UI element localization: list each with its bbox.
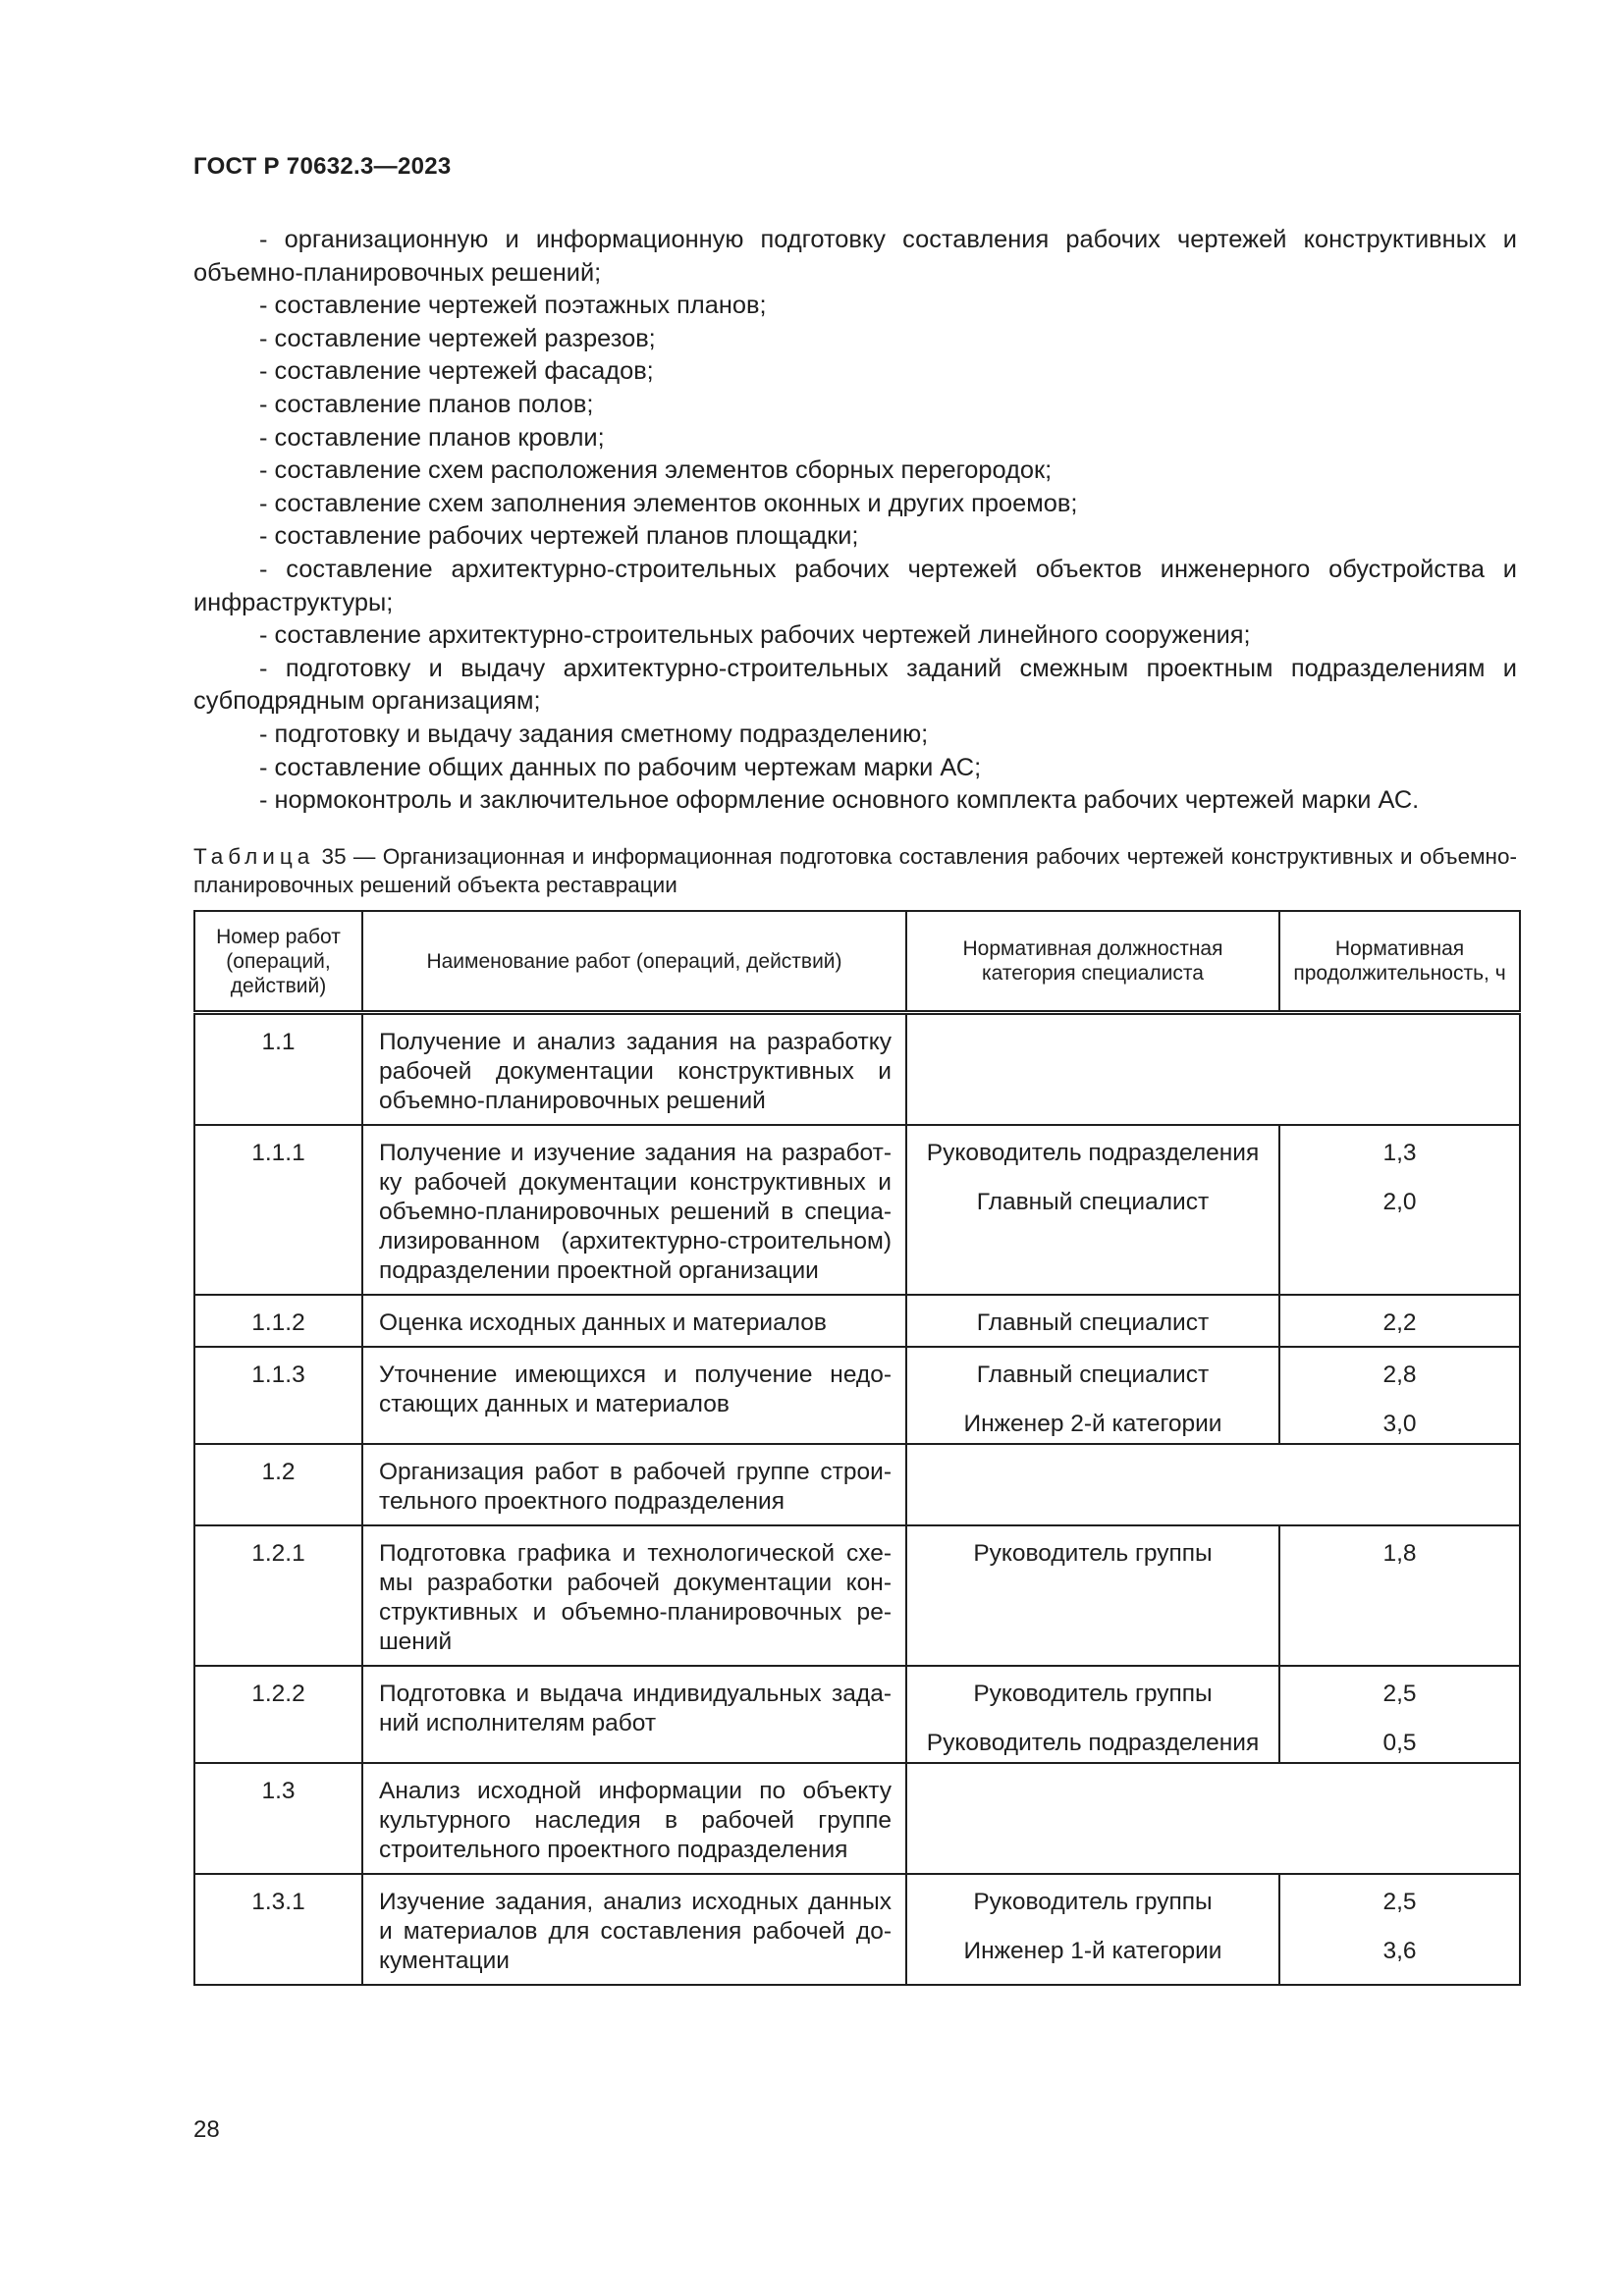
category-value: Руководитель подразделения (926, 1730, 1260, 1756)
row-num: 1.2.1 (194, 1525, 362, 1666)
row-category (906, 1666, 1279, 1763)
table-caption-text: 35 — Организационная и информационная подготовка составления рабочих чертежей конструктивных и объемно-планировочных решений объекта реставрации (193, 844, 1517, 897)
category-value: Главный специалист (976, 1362, 1210, 1388)
row-category (906, 1525, 1279, 1666)
row-duration (1279, 1125, 1520, 1295)
list-item: - составление чертежей фасадов; (259, 357, 654, 386)
duration-value: 2,5 (1382, 1681, 1417, 1707)
duration-value: 2,5 (1382, 1889, 1417, 1915)
body-text (193, 224, 1517, 818)
table-row (194, 1444, 1520, 1525)
row-num: 1.2.2 (194, 1666, 362, 1763)
list-item: - составление рабочих чертежей планов площадки; (259, 522, 859, 551)
category-value: Руководитель подразделения (926, 1140, 1260, 1166)
row-num: 1.1.3 (194, 1347, 362, 1444)
row-name: Анализ исходной информации по объекту культурного наследия в рабочей группе строительного проектного подразделения (362, 1763, 906, 1874)
table-row (194, 1295, 1520, 1347)
row-name: Получение и изучение задания на разработку рабочей документации конструктивных и объемно-планировочных решений в специализированном (архитектурно-строительном) подразделении проектной организации (362, 1125, 906, 1295)
duration-value: 3,0 (1382, 1411, 1417, 1437)
table-row (194, 1874, 1520, 1985)
category-value: Руководитель группы (973, 1681, 1213, 1707)
duration-value: 1,8 (1382, 1540, 1417, 1567)
row-category (906, 1295, 1279, 1347)
duration-value: 2,8 (1382, 1362, 1417, 1388)
row-num: 1.3.1 (194, 1874, 362, 1985)
row-duration (1279, 1525, 1520, 1666)
list-item: - составление планов кровли; (259, 423, 605, 452)
table-row (194, 1525, 1520, 1666)
list-item: - подготовку и выдачу архитектурно-строительных заданий смежным проектным подразделениям и субподрядным организациям; (193, 654, 1517, 716)
category-value: Инженер 1-й категории (963, 1938, 1222, 1964)
category-value: Руководитель группы (973, 1540, 1213, 1567)
list-item: - подготовку и выдачу задания сметному подразделению; (259, 720, 929, 748)
row-name: Уточнение имеющихся и получение недостающих данных и материалов (362, 1347, 906, 1444)
row-num: 1.1.2 (194, 1295, 362, 1347)
row-name: Изучение задания, анализ исходных данных и материалов для составления рабочей документации (362, 1874, 906, 1985)
table-row (194, 1666, 1520, 1763)
page-number: 28 (193, 2116, 220, 2143)
norms-table (193, 910, 1521, 1986)
row-duration (1279, 1347, 1520, 1444)
duration-value: 1,3 (1382, 1140, 1417, 1166)
row-empty-cell (906, 1763, 1520, 1874)
row-name: Подготовка и выдача индивидуальных заданий исполнителям работ (362, 1666, 906, 1763)
row-category (906, 1874, 1279, 1985)
row-duration (1279, 1295, 1520, 1347)
row-duration (1279, 1666, 1520, 1763)
row-num: 1.2 (194, 1444, 362, 1525)
list-item: - составление схем заполнения элементов оконных и других проемов; (259, 489, 1078, 517)
table-caption (193, 842, 1517, 899)
header-duration: Нормативная продолжительность, ч (1279, 911, 1520, 1013)
list-item: - составление архитектурно-строительных рабочих чертежей линейного сооружения; (259, 621, 1251, 650)
table-header-row (194, 911, 1520, 1013)
row-duration (1279, 1874, 1520, 1985)
table-row (194, 1125, 1520, 1295)
row-num: 1.1.1 (194, 1125, 362, 1295)
category-value: Главный специалист (976, 1189, 1210, 1215)
header-num: Номер работ (операций, действий) (194, 911, 362, 1013)
list-item: - составление архитектурно-строительных рабочих чертежей объектов инженерного обустройства и инфраструктуры; (193, 555, 1517, 616)
row-num: 1.1 (194, 1013, 362, 1126)
row-empty-cell (906, 1013, 1520, 1126)
row-name: Подготовка графика и технологической схемы разработки рабочей документации конструктивных и объемно-планировочных решений (362, 1525, 906, 1666)
row-category (906, 1347, 1279, 1444)
table-row (194, 1347, 1520, 1444)
row-empty-cell (906, 1444, 1520, 1525)
duration-value: 3,6 (1382, 1938, 1417, 1964)
list-item: - организационную и информационную подготовку составления рабочих чертежей конструктивных и объемно-планировочных решений; (193, 226, 1517, 287)
duration-value: 2,2 (1382, 1309, 1417, 1336)
category-value: Инженер 2-й категории (963, 1411, 1222, 1437)
table-row (194, 1013, 1520, 1126)
header-category: Нормативная должностная категория специалиста (906, 911, 1279, 1013)
list-item: - нормоконтроль и заключительное оформление основного комплекта рабочих чертежей марки АС. (259, 786, 1420, 815)
row-num: 1.3 (194, 1763, 362, 1874)
table-caption-label: Таблица (193, 844, 315, 869)
list-item: - составление чертежей поэтажных планов; (259, 292, 767, 320)
header-name: Наименование работ (операций, действий) (362, 911, 906, 1013)
list-item: - составление планов полов; (259, 390, 594, 418)
duration-value: 2,0 (1382, 1189, 1417, 1215)
row-name: Оценка исходных данных и материалов (362, 1295, 906, 1347)
duration-value: 0,5 (1382, 1730, 1417, 1756)
row-category (906, 1125, 1279, 1295)
category-value: Главный специалист (976, 1309, 1210, 1336)
list-item: - составление схем расположения элементов сборных перегородок; (259, 456, 1053, 485)
list-item: - составление общих данных по рабочим чертежам марки АС; (259, 753, 982, 781)
list-item: - составление чертежей разрезов; (259, 324, 656, 352)
table-row (194, 1763, 1520, 1874)
row-name: Получение и анализ задания на разработку рабочей документации конструктивных и объемно-планировочных решений (362, 1013, 906, 1126)
category-value: Руководитель группы (973, 1889, 1213, 1915)
document-header: ГОСТ Р 70632.3—2023 (193, 153, 452, 180)
row-name: Организация работ в рабочей группе строительного проектного подразделения (362, 1444, 906, 1525)
